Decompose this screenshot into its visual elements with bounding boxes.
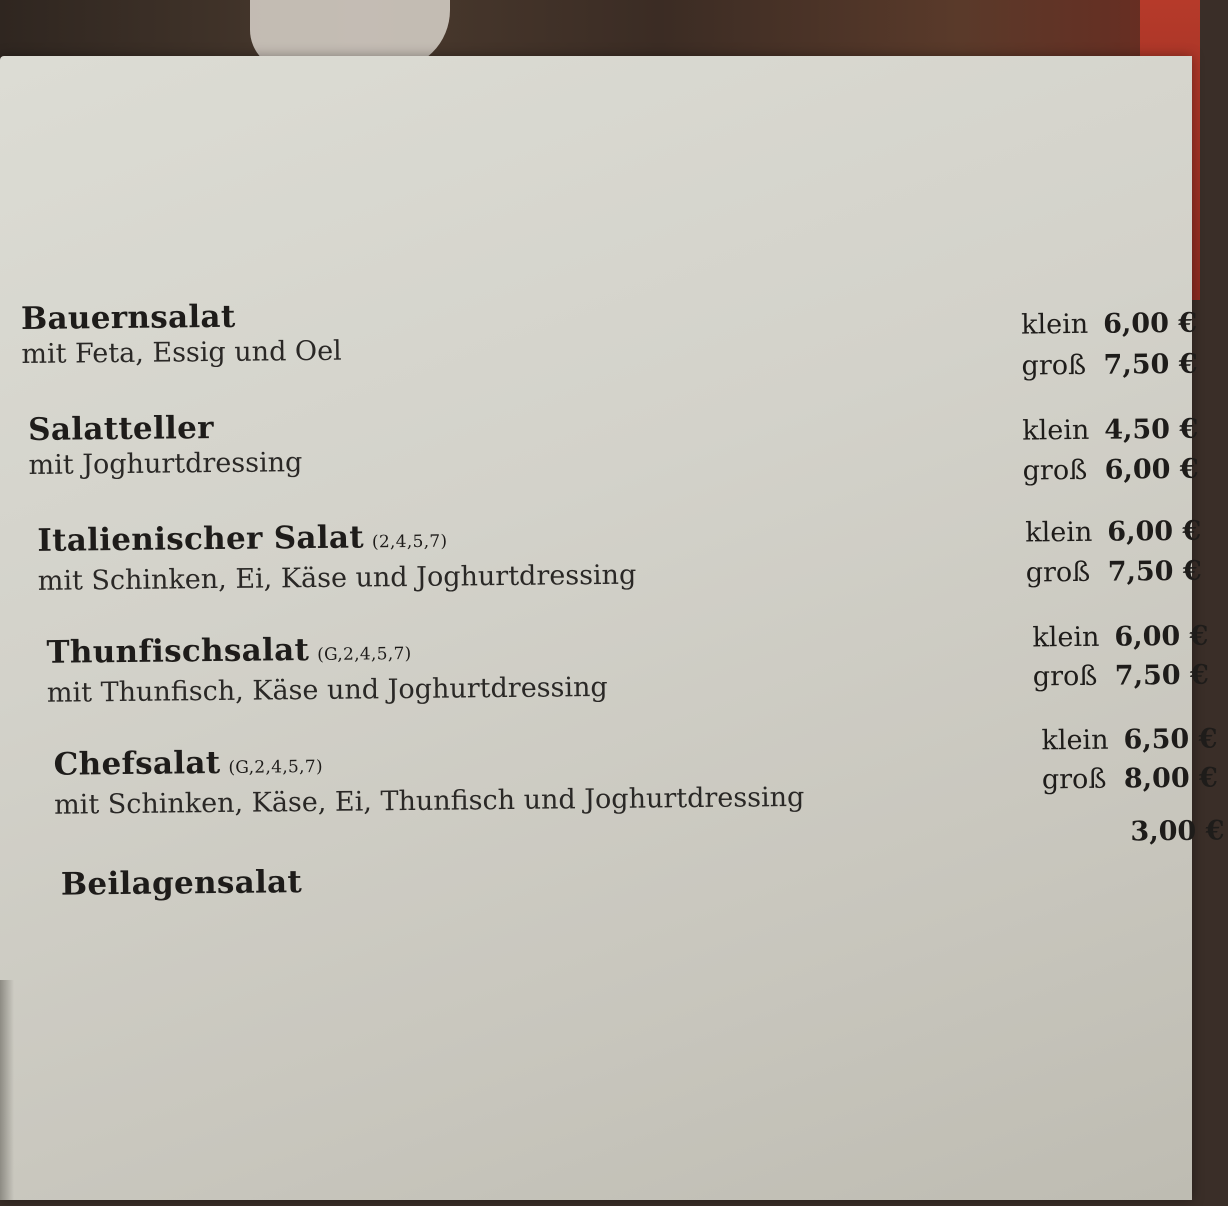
item-name: Salatteller	[27, 410, 214, 448]
item-name: Thunfischsalat (G,2,4,5,7)	[46, 632, 412, 671]
price-large: groß 7,50 €	[1032, 659, 1209, 693]
allergen-codes: (2,4,5,7)	[371, 531, 448, 553]
menu-item-beilagensalat	[61, 863, 303, 904]
item-description: mit Schinken, Ei, Käse und Joghurtdressing	[37, 559, 637, 597]
item-description: mit Joghurtdressing	[28, 447, 303, 481]
price-small: klein 6,00 €	[1020, 307, 1198, 341]
item-description: mit Feta, Essig und Oel	[21, 335, 342, 371]
item-name: Bauernsalat	[20, 298, 236, 338]
item-name: Beilagensalat	[60, 864, 303, 903]
allergen-codes: (G,2,4,5,7)	[228, 756, 323, 778]
menu-item-thunfischsalat	[46, 628, 608, 711]
menu-item-bauernsalat	[21, 297, 342, 372]
allergen-codes: (G,2,4,5,7)	[317, 643, 412, 665]
price-small: klein 6,00 €	[1032, 620, 1209, 654]
price-small: klein 6,00 €	[1025, 515, 1202, 549]
menu-item-italienischer-salat	[37, 516, 636, 599]
price-large: groß 7,50 €	[1021, 348, 1198, 382]
price-large: groß 6,00 €	[1022, 453, 1199, 487]
price-small: klein 6,50 €	[1041, 723, 1218, 757]
price-single: 3,00 €	[1130, 815, 1225, 848]
item-name: Italienischer Salat (2,4,5,7)	[37, 519, 448, 559]
menu-item-chefsalat	[53, 738, 804, 823]
item-description: mit Thunfisch, Käse und Joghurtdressing	[46, 671, 608, 709]
price-large: groß 8,00 €	[1041, 762, 1219, 796]
price-small: klein 4,50 €	[1022, 413, 1199, 447]
item-name: Chefsalat (G,2,4,5,7)	[53, 744, 323, 783]
item-description: mit Schinken, Käse, Ei, Thunfisch und Joghurtdressing	[53, 781, 805, 821]
price-large: groß 7,50 €	[1025, 555, 1202, 589]
menu-item-salatteller	[28, 408, 303, 483]
